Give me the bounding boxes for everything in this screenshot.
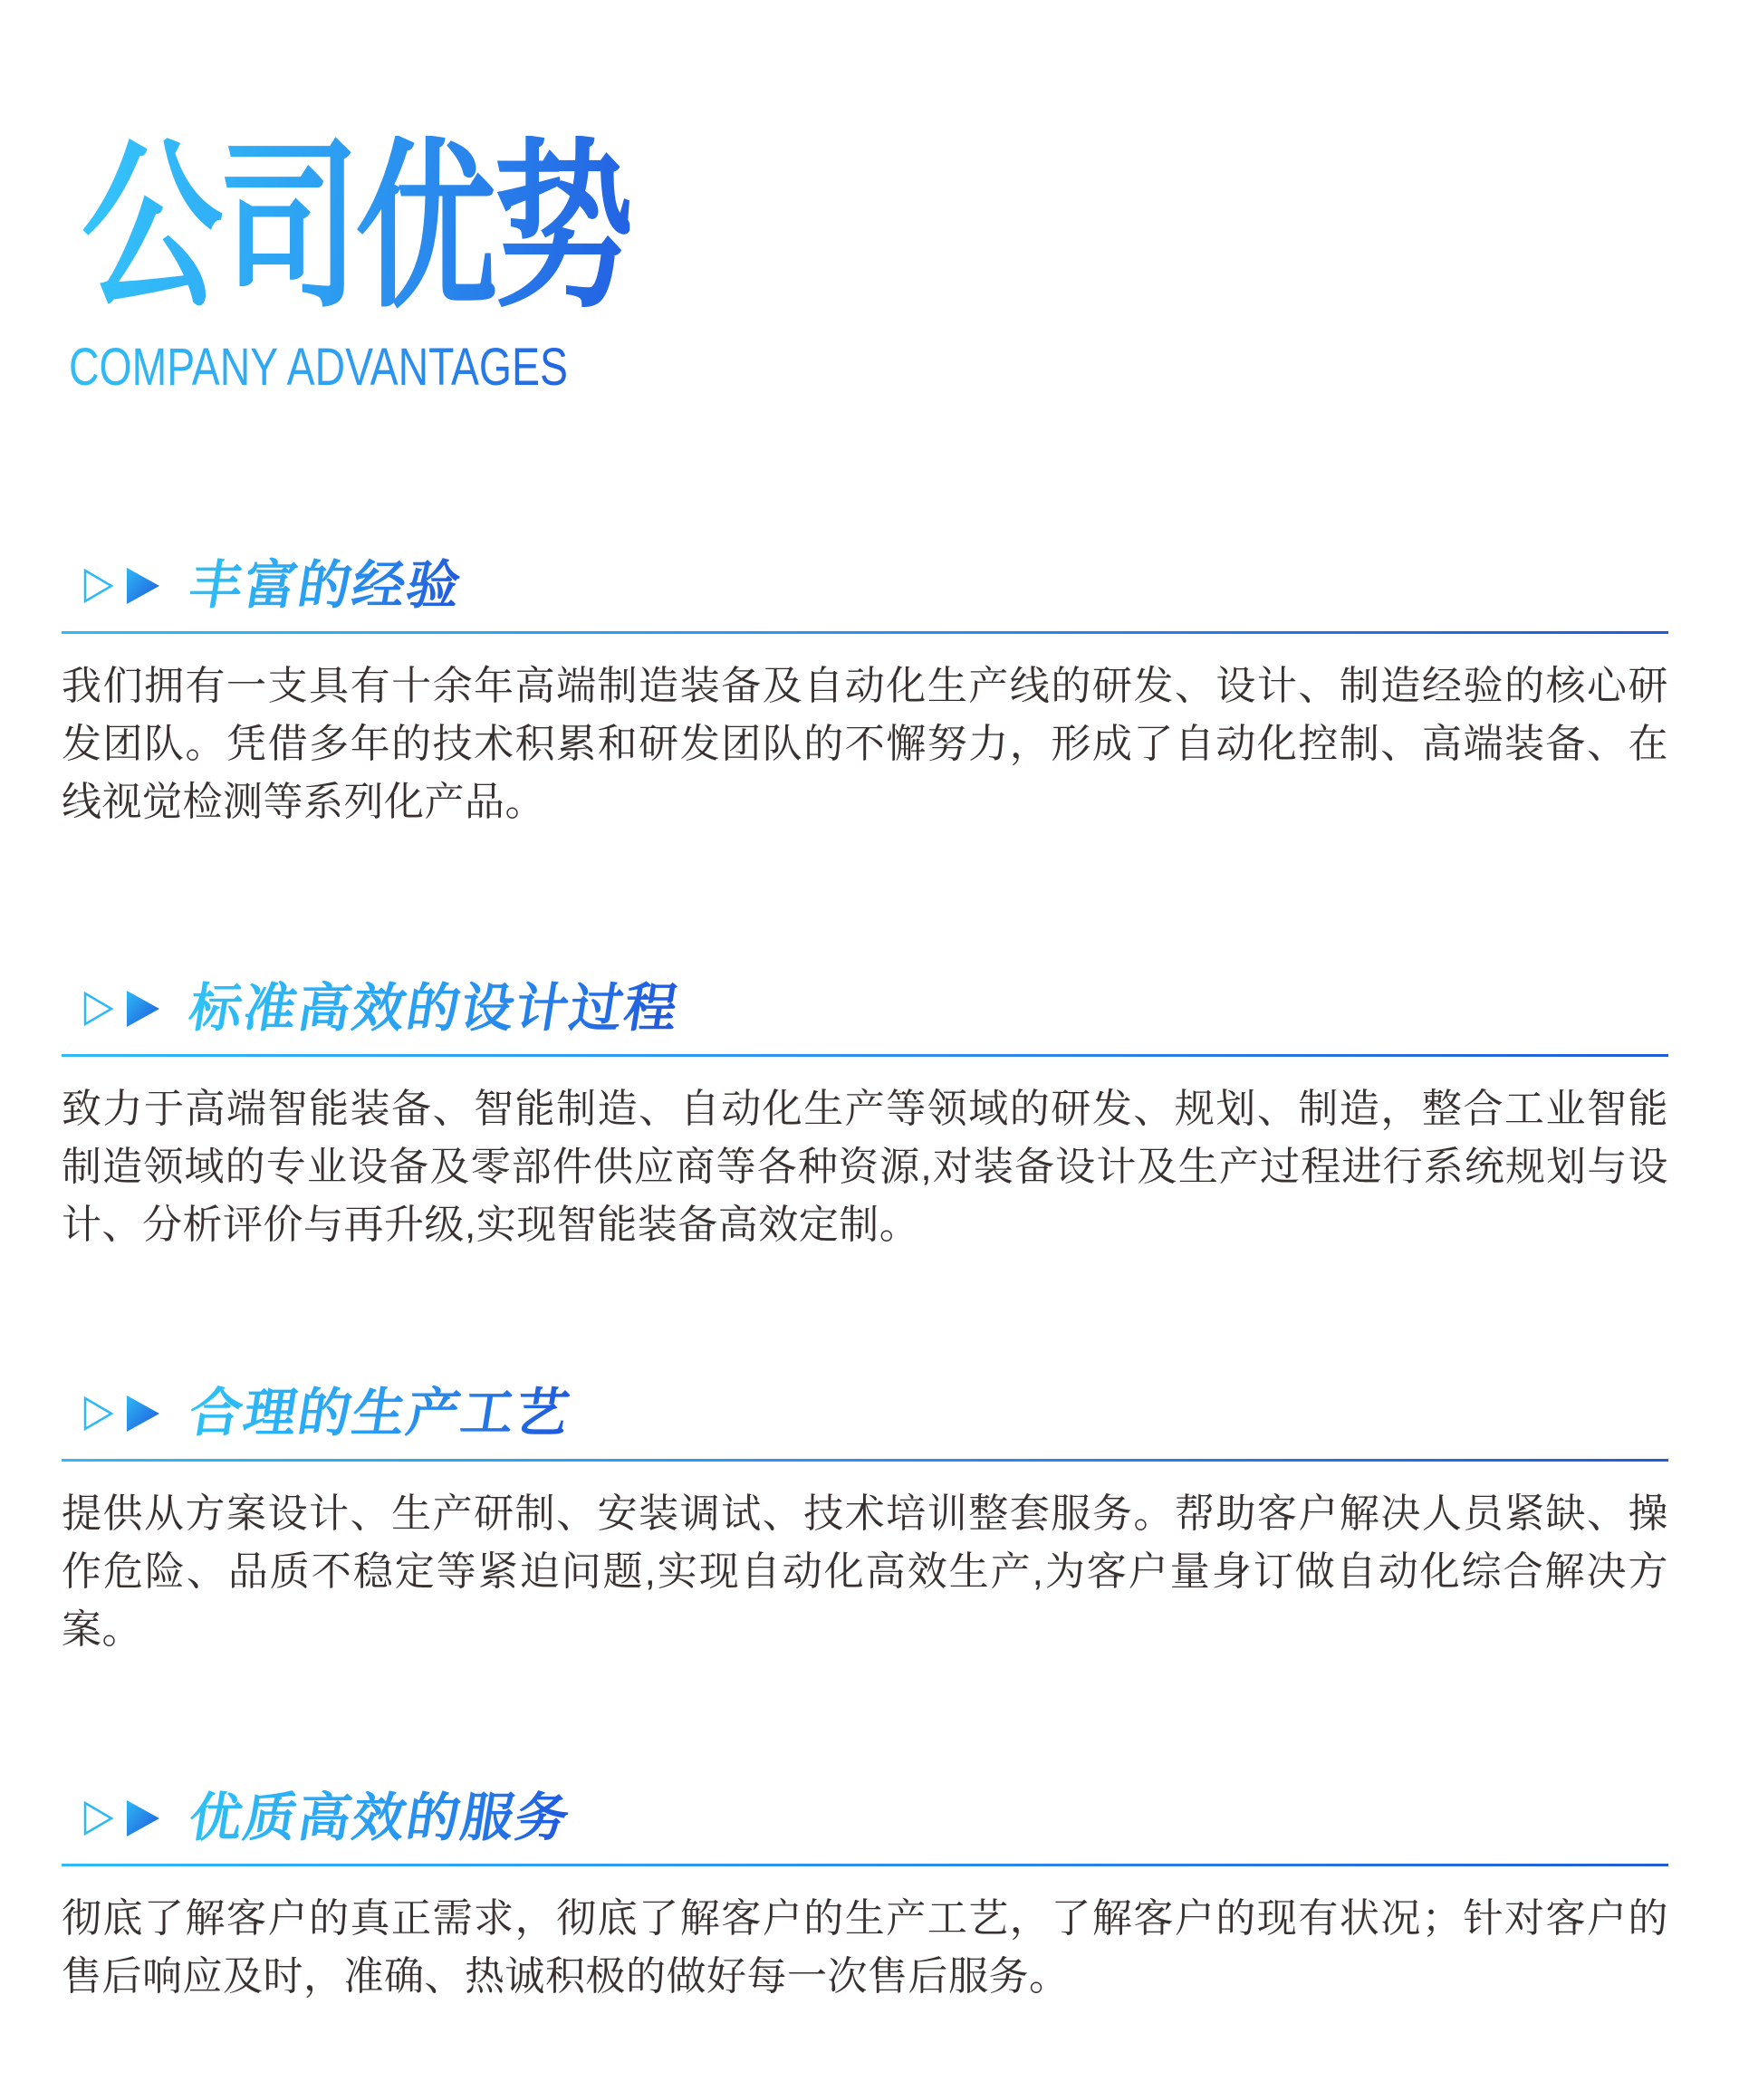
section-heading-row	[83, 1381, 1668, 1446]
section-divider	[62, 1864, 1668, 1866]
section-body-text: 致力于高端智能装备、智能制造、自动化生产等领域的研发、规划、制造，整合工业智能制造领域的专业设备及零部件供应商等各种资源,对装备设计及生产过程进行系统规划与设计、分析评价与再升级,实现智能装备高效定制。	[62, 1087, 1668, 1247]
filled-triangle-icon	[125, 989, 161, 1029]
section-design-process	[62, 976, 1668, 1254]
section-body-text: 提供从方案设计、生产研制、安装调试、技术培训整套服务。帮助客户解决人员紧缺、操作危险、品质不稳定等紧迫问题,实现自动化高效生产,为客户量身订做自动化综合解决方案。	[62, 1491, 1668, 1652]
outline-triangle-icon	[83, 569, 114, 603]
section-heading-row	[83, 976, 1668, 1041]
section-divider	[62, 631, 1668, 634]
section-heading-row	[83, 1786, 1668, 1851]
filled-triangle-icon	[125, 1394, 161, 1434]
section-body-text: 彻底了解客户的真正需求，彻底了解客户的生产工艺，了解客户的现有状况；针对客户的售后响应及时，准确、热诚积极的做好每一次售后服务。	[62, 1896, 1668, 1999]
section-production-craft	[62, 1381, 1668, 1659]
page-subtitle: COMPANY ADVANTAGES	[69, 338, 568, 397]
outline-triangle-icon	[83, 1801, 114, 1836]
section-divider	[62, 1459, 1668, 1462]
filled-triangle-icon	[125, 1798, 161, 1838]
section-heading-text: 丰富的经验	[185, 555, 466, 615]
section-quality-service	[62, 1786, 1668, 2006]
outline-triangle-icon	[83, 1396, 114, 1431]
section-divider	[62, 1054, 1668, 1057]
page-title: 公司优势	[82, 127, 630, 329]
section-rich-experience	[62, 553, 1668, 831]
section-heading-text: 标准高效的设计过程	[185, 978, 684, 1038]
page-header	[62, 0, 1668, 398]
section-heading-text: 优质高效的服务	[185, 1788, 575, 1847]
filled-triangle-icon	[125, 566, 161, 606]
outline-triangle-icon	[83, 992, 114, 1026]
section-heading-text: 合理的生产工艺	[185, 1383, 575, 1443]
section-body-text: 我们拥有一支具有十余年高端制造装备及自动化生产线的研发、设计、制造经验的核心研发团队。凭借多年的技术积累和研发团队的不懈努力，形成了自动化控制、高端装备、在线视觉检测等系列化产品。	[62, 664, 1668, 824]
section-heading-row	[83, 553, 1668, 618]
